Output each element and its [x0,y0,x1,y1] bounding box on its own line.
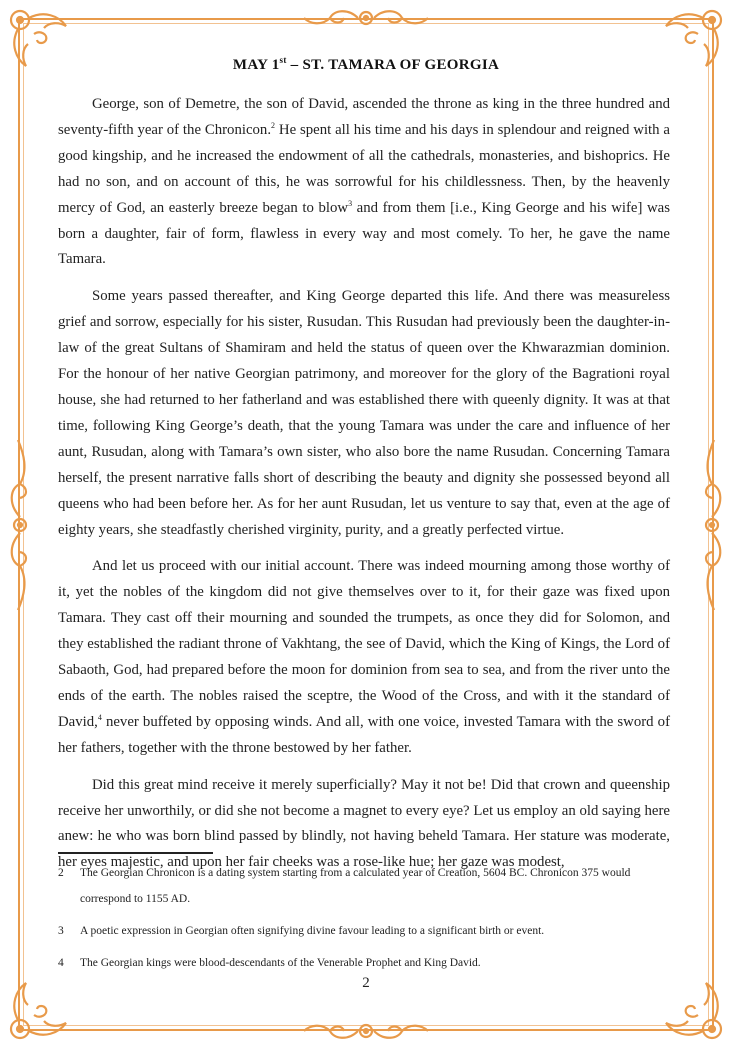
footnote-text: The Georgian Chronicon is a dating system starting from a calculated year of Creation, 5604 BC. Chronicon 375 would correspond to 1155 AD. [80,867,631,905]
paragraph-1-text-b: He spent all his time and his days in splendour and reigned with a good kingship, and he increased the endowment of all the cathedrals, monasteries, and bishoprics. He had no son, and on account of this, he was sorrowful for his childlessness. Then, by the heavenly mercy of God, an easterly breeze began to blow [58,121,670,216]
footnote-text: The Georgian kings were blood-descendants of the Venerable Prophet and King David. [80,957,481,969]
right-side-ornament [694,430,730,620]
paragraph-4: Did this great mind receive it merely superficially? May it not be! Did that crown and queenship receive her unworthily, or did she not become a magnet to every eye? Let us employ an old saying here anew: he who was born blind passed by blindly, not having beheld Tamara. Her stature was moderate, her eyes majestic, and upon her fair cheeks was a rose-like hue; her gaze was modest, [58,776,670,871]
footnote-text: A poetic expression in Georgian often signifying divine favour leading to a significant birth or event. [80,925,545,937]
paragraph-1 [58,92,670,273]
paragraph-1-text-a: George, son of Demetre, the son of David, ascended the throne as king in the three hundred and seventy-fifth year of the Chronicon. [58,96,670,138]
footnotes [58,860,678,982]
footnote-number: 4 [58,957,64,969]
left-side-ornament [2,430,38,620]
page-number: 2 [362,975,370,991]
paragraph-3-text-b: never buffeted by opposing winds. And all, with one voice, invested Tamara with the sword of her fathers, together with the throne bestowed by her father. [58,713,670,756]
body-text [58,92,670,887]
footnote-ref-4[interactable]: 4 [97,712,102,722]
paragraph-1-text-c: and from them [i.e., King George and his wife] was born a daughter, fair of form, flawless in every way and most comely. To her, he gave the name Tamara. [58,199,670,268]
paragraph-3 [58,554,670,761]
footnote-ref-3[interactable]: 3 [348,198,353,208]
footnote-divider [58,852,213,854]
footnote-number: 3 [58,925,64,937]
footnote-4 [58,950,678,976]
footnote-number: 2 [58,867,64,879]
bottom-center-ornament [296,1015,436,1045]
paragraph-3-text-a: And let us proceed with our initial account. There was indeed mourning among those worthy of it, yet the nobles of the kingdom did not give themselves over to it, for their gaze was fixed upon Tamara. They cast off their mourning and sounded the trumpets, as once they did for Solomon, and they established the radiant throne of Vakhtang, the see of David, which the King of Kings, the Lord of Sabaoth, God, had prepared before the moon for dominion from sea to sea, and from the river unto the ends of the earth. The nobles raised the sceptre, the Wood of the Cross, and with it the standard of David, [58,558,670,730]
title-text-start: MAY 1 [232,57,280,73]
page-title [0,55,732,74]
footnote-3 [58,918,678,944]
footnote-ref-2[interactable]: 2 [271,120,276,130]
footnote-2 [58,860,678,912]
paragraph-2: Some years passed thereafter, and King George departed this life. And there was measureless grief and sorrow, especially for his sister, Rusudan. This Rusudan had previously been the daughter-in-law of the great Sultans of Shamiram and held the status of queen over the Khwarazmian dominion. For the honour of her native Georgian patrimony, and moreover for the glory of the Bagrationi royal house, she had returned to her fatherland and was established there with queenly dignity. It was at that time, following King George’s death, that the young Tamara was under the care and influence of her aunt, Rusudan, along with Tamara’s own sister, who also bore the name Rusudan. Concerning Tamara herself, the present narrative falls short of describing the beauty and dignity she possessed beyond all queens who had been before her. As for her aunt Rusudan, let us venture to say that, even at the age of eighty years, she steadfastly cherished virginity, purity, and a greatly perfected virtue. [58,288,670,538]
title-text-end: – ST. TAMARA OF GEORGIA [286,57,500,73]
top-center-ornament [296,4,436,34]
title-ordinal-suffix: st [279,55,287,65]
